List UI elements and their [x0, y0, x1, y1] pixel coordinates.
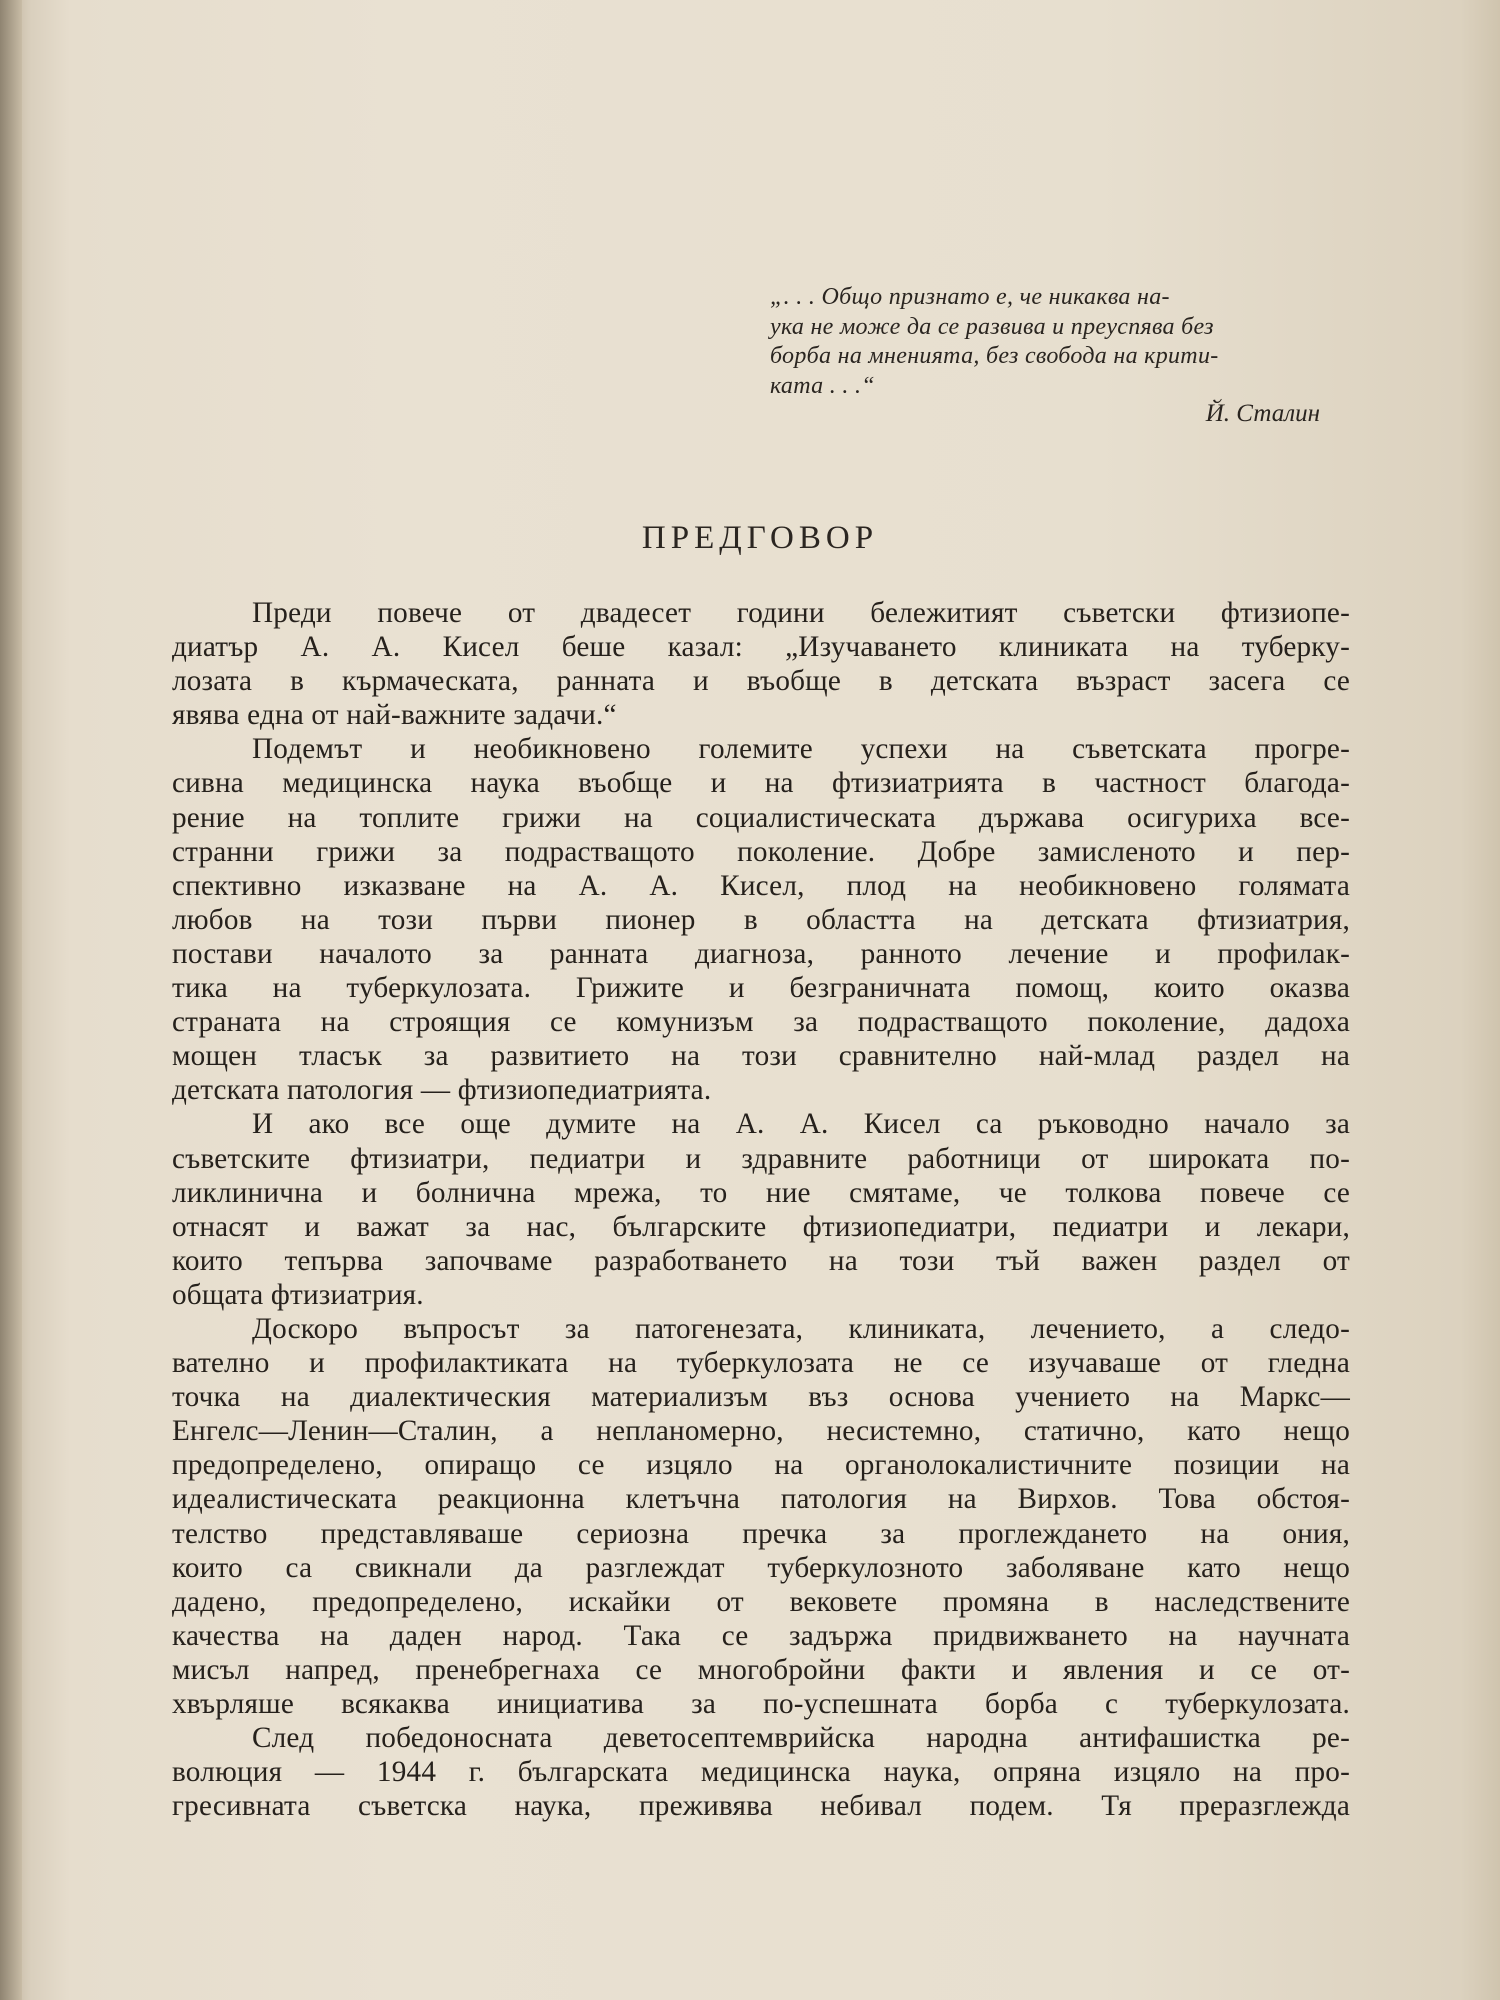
text-line: дадено, предопределено, искайки от вековете промяна в наследствените — [172, 1585, 1350, 1618]
text-line: страната на строящия се комунизъм за подрастващото поколение, дадоха — [172, 1006, 1350, 1039]
epigraph-quote — [770, 283, 1360, 401]
text-line: отнасят и важат за нас, българските фтизиопедиатри, педиатри и лекари, — [172, 1210, 1350, 1243]
text-line: диатър А. А. Кисел беше казал: „Изучаването клиниката на туберку- — [172, 631, 1350, 664]
text-line: И ако все още думите на А. А. Кисел са ръководно начало за — [252, 1108, 1350, 1141]
text-line: любов на този първи пионер в областта на детската фтизиатрия, — [172, 903, 1350, 936]
text-line: Подемът и необикновено големите успехи на съветската прогре- — [252, 733, 1350, 766]
text-line: След победоносната деветосептемврийска народна антифашистка ре- — [252, 1722, 1350, 1755]
body-text — [172, 596, 1350, 1823]
text-line: детската патология — фтизиопедиатрията. — [172, 1074, 712, 1107]
text-line: идеалистическата реакционна клетъчна патология на Вирхов. Това обстоя- — [172, 1483, 1350, 1516]
text-line: мощен тласък за развитието на този сравнително най-млад раздел на — [172, 1040, 1350, 1073]
text-line: мисъл напред, пренебрегнаха се многобройни факти и явления и се от- — [172, 1653, 1350, 1686]
text-line: които са свикнали да разглеждат туберкулозното заболяване като нещо — [172, 1551, 1350, 1584]
text-line: които тепърва започваме разработването на този тъй важен раздел от — [172, 1244, 1350, 1277]
text-line: лозата в кърмаческата, ранната и въобще в детската възраст засега се — [172, 665, 1350, 698]
text-line: постави началото за ранната диагноза, ранното лечение и профилак- — [172, 937, 1350, 970]
epigraph-line: борба на мненията, без свобода на крити- — [770, 343, 1219, 369]
text-line: Доскоро въпросът за патогенезата, клиниката, лечението, а следо- — [252, 1312, 1350, 1345]
epigraph-line: ука не може да се развива и преуспява без — [770, 313, 1214, 340]
text-line: Енгелс—Ленин—Сталин, а непланомерно, несистемно, статично, като нещо — [172, 1415, 1350, 1448]
text-line: странни грижи за подрастващото поколение. Добре замисленото и пер- — [172, 835, 1350, 868]
epigraph-author: Й. Сталин — [1205, 400, 1320, 427]
text-line: съветските фтизиатри, педиатри и здравните работници от широката по- — [172, 1142, 1350, 1175]
text-line: ликлинична и болнична мрежа, то ние смятаме, че толкова повече се — [172, 1176, 1350, 1209]
text-line: спективно изказване на А. А. Кисел, плод на необикновено голямата — [172, 869, 1350, 902]
text-line: телство представляваше сериозна пречка за проглеждането на ония, — [172, 1517, 1350, 1550]
epigraph-line: ката . . .“ — [770, 372, 875, 399]
text-line: предопределено, опиращо се изцяло на органолокалистичните позиции на — [172, 1449, 1350, 1482]
text-line: вателно и профилактиката на туберкулозата не се изучаваше от гледна — [172, 1347, 1350, 1380]
text-line: гресивната съветска наука, преживява небивал подем. Тя преразглежда — [172, 1790, 1350, 1823]
text-line: точка на диалектическия материализъм въз основа учението на Маркс— — [172, 1381, 1350, 1414]
epigraph-line: „. . . Общо признато е, че никаква на- — [770, 284, 1170, 310]
page-title: ПРЕДГОВОР — [641, 520, 879, 556]
text-line: волюция — 1944 г. българската медицинска наука, опряна изцяло на про- — [172, 1756, 1350, 1789]
text-line: качества на даден народ. Така се задържа придвижването на научната — [172, 1619, 1350, 1652]
text-line: хвърляше всякаква инициатива за по-успешната борба с туберкулозата. — [172, 1688, 1350, 1720]
text-line: явява една от най-важните задачи.“ — [172, 699, 617, 732]
text-line: Преди повече от двадесет години бележитият съветски фтизиопе- — [252, 597, 1350, 629]
text-line: сивна медицинска наука въобще и на фтизиатрията в частност благода- — [172, 767, 1350, 800]
text-line: тика на туберкулозата. Грижите и безграничната помощ, които оказва — [172, 972, 1350, 1005]
text-line: общата фтизиатрия. — [172, 1278, 424, 1311]
text-line: рение на топлите грижи на социалистическата държава осигуриха все- — [172, 801, 1350, 834]
